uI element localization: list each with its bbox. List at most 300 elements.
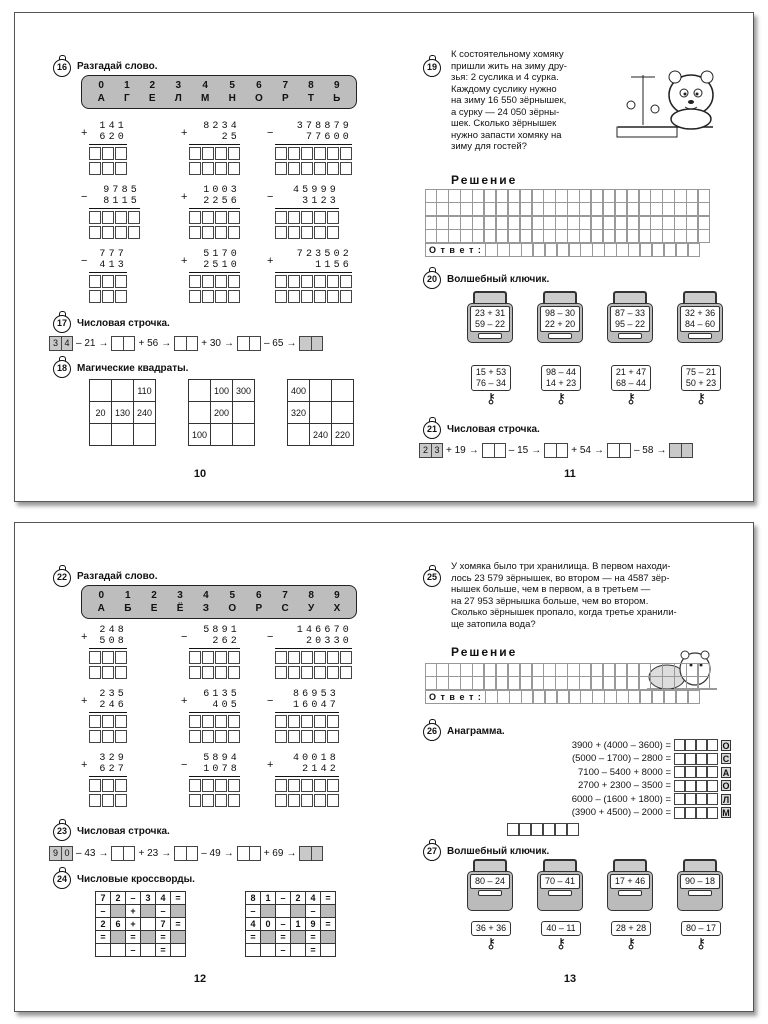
grid-cell[interactable] bbox=[616, 690, 628, 704]
crossword-cell[interactable] bbox=[171, 931, 186, 944]
grid-cell[interactable] bbox=[591, 216, 603, 230]
answer-cell[interactable] bbox=[228, 275, 240, 288]
answer-cells[interactable] bbox=[237, 846, 261, 861]
grid-cell[interactable] bbox=[674, 663, 686, 677]
grid-cell[interactable] bbox=[448, 676, 460, 690]
grid-cell[interactable] bbox=[579, 216, 591, 230]
answer-cell[interactable] bbox=[228, 779, 240, 792]
magic-cell[interactable] bbox=[233, 424, 255, 446]
answer-cell[interactable] bbox=[102, 651, 114, 664]
answer-cell[interactable] bbox=[189, 666, 201, 679]
answer-cell[interactable] bbox=[314, 666, 326, 679]
crossword-cell[interactable]: = bbox=[156, 944, 171, 957]
crossword-cell[interactable] bbox=[291, 944, 306, 957]
grid-cell[interactable] bbox=[591, 202, 603, 216]
crossword-cell[interactable] bbox=[276, 905, 291, 918]
grid-cell[interactable] bbox=[698, 229, 710, 243]
crossword-cell[interactable] bbox=[141, 918, 156, 931]
grid-cell[interactable] bbox=[615, 189, 627, 203]
answer-cells[interactable] bbox=[482, 443, 506, 458]
answer-cells[interactable] bbox=[174, 336, 198, 351]
answer-cell[interactable] bbox=[202, 211, 214, 224]
answer-cell[interactable] bbox=[228, 730, 240, 743]
crossword-cell[interactable]: = bbox=[246, 931, 261, 944]
grid-cell[interactable] bbox=[650, 676, 662, 690]
crossword-cell[interactable]: – bbox=[126, 892, 141, 905]
answer-cell[interactable] bbox=[102, 290, 114, 303]
grid-cell[interactable] bbox=[603, 189, 615, 203]
grid-cell[interactable] bbox=[569, 243, 581, 257]
answer-cell[interactable] bbox=[674, 753, 685, 765]
crossword-cell[interactable]: = bbox=[126, 931, 141, 944]
grid-cell[interactable] bbox=[580, 243, 592, 257]
grid-cell[interactable] bbox=[674, 216, 686, 230]
answer-cell[interactable] bbox=[314, 651, 326, 664]
grid-cell[interactable] bbox=[460, 663, 472, 677]
answer-cell[interactable] bbox=[288, 794, 300, 807]
grid-cell[interactable] bbox=[496, 216, 508, 230]
grid-cell[interactable] bbox=[674, 676, 686, 690]
grid-cell[interactable] bbox=[543, 202, 555, 216]
grid-cell[interactable] bbox=[555, 189, 567, 203]
grid-cell[interactable] bbox=[650, 189, 662, 203]
answer-cell[interactable] bbox=[327, 666, 339, 679]
grid-cell[interactable] bbox=[436, 229, 448, 243]
crossword-cell[interactable]: = bbox=[171, 892, 186, 905]
answer-cell[interactable] bbox=[89, 666, 101, 679]
answer-cell[interactable] bbox=[674, 766, 685, 778]
grid-cell[interactable] bbox=[460, 189, 472, 203]
grid-cell[interactable] bbox=[639, 663, 651, 677]
crossword-cell[interactable]: 0 bbox=[261, 918, 276, 931]
grid-cell[interactable] bbox=[472, 202, 484, 216]
grid-cell[interactable] bbox=[569, 690, 581, 704]
grid-cell[interactable] bbox=[567, 216, 579, 230]
grid-cell[interactable] bbox=[520, 202, 532, 216]
magic-cell[interactable]: 400 bbox=[288, 380, 310, 402]
key[interactable] bbox=[541, 921, 581, 950]
grid-cell[interactable] bbox=[650, 663, 662, 677]
magic-cell[interactable] bbox=[189, 380, 211, 402]
grid-cell[interactable] bbox=[592, 243, 604, 257]
grid-cell[interactable] bbox=[615, 202, 627, 216]
grid-cell[interactable] bbox=[508, 202, 520, 216]
grid-cell[interactable] bbox=[662, 202, 674, 216]
answer-cell[interactable] bbox=[228, 290, 240, 303]
crossword-cell[interactable] bbox=[261, 905, 276, 918]
answer-cell[interactable] bbox=[696, 793, 707, 805]
answer-cell[interactable] bbox=[189, 226, 201, 239]
grid-cell[interactable] bbox=[628, 243, 640, 257]
magic-cell[interactable] bbox=[233, 402, 255, 424]
answer-cell[interactable] bbox=[340, 290, 352, 303]
answer-cell[interactable] bbox=[215, 779, 227, 792]
grid-cell[interactable] bbox=[496, 676, 508, 690]
answer-cell[interactable] bbox=[89, 290, 101, 303]
crossword-cell[interactable]: 4 bbox=[306, 892, 321, 905]
answer-cell[interactable] bbox=[228, 666, 240, 679]
grid-cell[interactable] bbox=[557, 243, 569, 257]
grid-cell[interactable] bbox=[664, 690, 676, 704]
answer-cells[interactable] bbox=[674, 793, 718, 805]
grid-cell[interactable] bbox=[520, 229, 532, 243]
answer-cell[interactable] bbox=[696, 766, 707, 778]
answer-cell[interactable] bbox=[102, 666, 114, 679]
answer-cell[interactable] bbox=[275, 211, 287, 224]
answer-cell[interactable] bbox=[228, 794, 240, 807]
grid-cell[interactable] bbox=[436, 202, 448, 216]
anagram-answer-cell[interactable] bbox=[543, 823, 555, 836]
answer-cell[interactable] bbox=[102, 730, 114, 743]
grid-cell[interactable] bbox=[448, 189, 460, 203]
grid-cell[interactable] bbox=[520, 676, 532, 690]
answer-cell[interactable] bbox=[674, 739, 685, 751]
answer-cell[interactable] bbox=[340, 651, 352, 664]
answer-cell[interactable] bbox=[202, 779, 214, 792]
grid-cell[interactable] bbox=[509, 243, 521, 257]
grid-cell[interactable] bbox=[579, 189, 591, 203]
magic-cell[interactable]: 110 bbox=[134, 380, 156, 402]
grid-cell[interactable] bbox=[543, 663, 555, 677]
answer-cell[interactable] bbox=[102, 162, 114, 175]
crossword-cell[interactable] bbox=[321, 931, 336, 944]
answer-cell[interactable] bbox=[115, 275, 127, 288]
answer-cell[interactable] bbox=[327, 162, 339, 175]
crossword-cell[interactable] bbox=[261, 931, 276, 944]
magic-cell[interactable]: 220 bbox=[332, 424, 354, 446]
answer-cell[interactable] bbox=[215, 147, 227, 160]
answer-cell[interactable] bbox=[215, 730, 227, 743]
magic-cell[interactable]: 130 bbox=[112, 402, 134, 424]
grid-cell[interactable] bbox=[662, 676, 674, 690]
crossword-cell[interactable]: 6 bbox=[111, 918, 126, 931]
crossword-cell[interactable]: – bbox=[126, 944, 141, 957]
magic-cell[interactable] bbox=[332, 380, 354, 402]
grid-cell[interactable] bbox=[425, 229, 437, 243]
grid-cell[interactable] bbox=[555, 202, 567, 216]
answer-cell[interactable] bbox=[202, 226, 214, 239]
answer-cell[interactable] bbox=[327, 779, 339, 792]
crossword-cell[interactable]: 2 bbox=[291, 892, 306, 905]
grid-cell[interactable] bbox=[425, 189, 437, 203]
grid-cell[interactable] bbox=[448, 663, 460, 677]
key[interactable] bbox=[611, 921, 651, 950]
answer-cell[interactable] bbox=[102, 275, 114, 288]
answer-cell[interactable] bbox=[215, 715, 227, 728]
answer-cell[interactable] bbox=[275, 715, 287, 728]
grid-cell[interactable] bbox=[533, 690, 545, 704]
crossword-cell[interactable]: = bbox=[306, 931, 321, 944]
magic-cell[interactable]: 240 bbox=[134, 402, 156, 424]
crossword-cell[interactable]: = bbox=[306, 944, 321, 957]
answer-cell[interactable] bbox=[301, 290, 313, 303]
answer-cell[interactable] bbox=[89, 147, 101, 160]
answer-cell[interactable] bbox=[202, 666, 214, 679]
result-cells[interactable] bbox=[299, 336, 323, 351]
answer-cell[interactable] bbox=[202, 147, 214, 160]
anagram-answer-cell[interactable] bbox=[519, 823, 531, 836]
answer-cell[interactable] bbox=[189, 651, 201, 664]
grid-cell[interactable] bbox=[591, 676, 603, 690]
answer-cell[interactable] bbox=[314, 162, 326, 175]
answer-cell[interactable] bbox=[327, 226, 339, 239]
magic-cell[interactable] bbox=[112, 424, 134, 446]
crossword-cell[interactable] bbox=[171, 944, 186, 957]
answer-cells[interactable] bbox=[674, 766, 718, 778]
grid-cell[interactable] bbox=[484, 676, 496, 690]
answer-cell[interactable] bbox=[215, 666, 227, 679]
answer-cell[interactable] bbox=[89, 794, 101, 807]
anagram-answer-cell[interactable] bbox=[567, 823, 579, 836]
grid-cell[interactable] bbox=[662, 216, 674, 230]
grid-cell[interactable] bbox=[509, 690, 521, 704]
crossword-cell[interactable]: + bbox=[126, 918, 141, 931]
grid-cell[interactable] bbox=[543, 229, 555, 243]
magic-cell[interactable] bbox=[90, 424, 112, 446]
answer-cell[interactable] bbox=[189, 730, 201, 743]
grid-cell[interactable] bbox=[664, 243, 676, 257]
crossword-cell[interactable] bbox=[96, 944, 111, 957]
answer-cell[interactable] bbox=[202, 715, 214, 728]
answer-cell[interactable] bbox=[275, 779, 287, 792]
grid-cell[interactable] bbox=[674, 229, 686, 243]
grid-cell[interactable] bbox=[521, 243, 533, 257]
grid-cell[interactable] bbox=[557, 690, 569, 704]
answer-cell[interactable] bbox=[215, 226, 227, 239]
answer-cell[interactable] bbox=[89, 651, 101, 664]
grid-cell[interactable] bbox=[567, 229, 579, 243]
grid-cell[interactable] bbox=[603, 676, 615, 690]
answer-cell[interactable] bbox=[288, 779, 300, 792]
grid-cell[interactable] bbox=[639, 676, 651, 690]
grid-cell[interactable] bbox=[497, 690, 509, 704]
crossword-cell[interactable]: = bbox=[156, 931, 171, 944]
answer-cell[interactable] bbox=[189, 147, 201, 160]
answer-cell[interactable] bbox=[696, 753, 707, 765]
grid-cell[interactable] bbox=[555, 216, 567, 230]
answer-cell[interactable] bbox=[275, 730, 287, 743]
answer-cells[interactable] bbox=[544, 443, 568, 458]
answer-cells[interactable] bbox=[674, 739, 718, 751]
answer-cell[interactable] bbox=[674, 793, 685, 805]
grid-cell[interactable] bbox=[555, 676, 567, 690]
grid-cell[interactable] bbox=[532, 202, 544, 216]
answer-cell[interactable] bbox=[115, 147, 127, 160]
grid-cell[interactable] bbox=[676, 690, 688, 704]
grid-cell[interactable] bbox=[436, 676, 448, 690]
grid-cell[interactable] bbox=[639, 202, 651, 216]
answer-cell[interactable] bbox=[696, 780, 707, 792]
crossword-cell[interactable]: 2 bbox=[96, 918, 111, 931]
answer-cell[interactable] bbox=[128, 211, 140, 224]
crossword-cell[interactable] bbox=[261, 944, 276, 957]
crossword-cell[interactable] bbox=[141, 931, 156, 944]
answer-cell[interactable] bbox=[301, 794, 313, 807]
answer-cell[interactable] bbox=[275, 226, 287, 239]
grid-cell[interactable] bbox=[662, 189, 674, 203]
answer-cell[interactable] bbox=[228, 211, 240, 224]
crossword-cell[interactable] bbox=[111, 931, 126, 944]
grid-cell[interactable] bbox=[698, 189, 710, 203]
answer-cell[interactable] bbox=[696, 739, 707, 751]
grid-cell[interactable] bbox=[545, 690, 557, 704]
answer-cells[interactable] bbox=[111, 336, 135, 351]
answer-cell[interactable] bbox=[275, 651, 287, 664]
answer-cells[interactable] bbox=[237, 336, 261, 351]
grid-cell[interactable] bbox=[543, 189, 555, 203]
answer-cell[interactable] bbox=[275, 162, 287, 175]
answer-cell[interactable] bbox=[102, 779, 114, 792]
grid-cell[interactable] bbox=[579, 663, 591, 677]
crossword-cell[interactable] bbox=[141, 944, 156, 957]
crossword-cell[interactable] bbox=[246, 944, 261, 957]
answer-cell[interactable] bbox=[89, 779, 101, 792]
key[interactable] bbox=[611, 365, 651, 405]
grid-cell[interactable] bbox=[627, 216, 639, 230]
answer-cell[interactable] bbox=[228, 162, 240, 175]
answer-cell[interactable] bbox=[189, 290, 201, 303]
grid-cell[interactable] bbox=[555, 229, 567, 243]
answer-cell[interactable] bbox=[89, 730, 101, 743]
crossword-cell[interactable]: = bbox=[276, 931, 291, 944]
crossword-cell[interactable]: 1 bbox=[261, 892, 276, 905]
answer-cell[interactable] bbox=[314, 715, 326, 728]
crossword-cell[interactable]: 1 bbox=[291, 918, 306, 931]
grid-cell[interactable] bbox=[472, 676, 484, 690]
crossword-cell[interactable]: = bbox=[171, 918, 186, 931]
crossword-cell[interactable]: 9 bbox=[306, 918, 321, 931]
crossword-cell[interactable]: – bbox=[306, 905, 321, 918]
answer-cell[interactable] bbox=[288, 666, 300, 679]
magic-cell[interactable] bbox=[310, 380, 332, 402]
grid-cell[interactable] bbox=[436, 216, 448, 230]
grid-cell[interactable] bbox=[484, 202, 496, 216]
grid-cell[interactable] bbox=[496, 229, 508, 243]
answer-cell[interactable] bbox=[314, 730, 326, 743]
grid-cell[interactable] bbox=[508, 216, 520, 230]
answer-cell[interactable] bbox=[115, 794, 127, 807]
grid-cell[interactable] bbox=[496, 189, 508, 203]
grid-cell[interactable] bbox=[579, 676, 591, 690]
grid-cell[interactable] bbox=[484, 663, 496, 677]
answer-cell[interactable] bbox=[288, 211, 300, 224]
anagram-answer-cell[interactable] bbox=[531, 823, 543, 836]
grid-cell[interactable] bbox=[603, 663, 615, 677]
grid-cell[interactable] bbox=[603, 202, 615, 216]
answer-cell[interactable] bbox=[685, 807, 696, 819]
answer-cell[interactable] bbox=[327, 275, 339, 288]
grid-cell[interactable] bbox=[615, 676, 627, 690]
magic-cell[interactable] bbox=[189, 402, 211, 424]
grid-cell[interactable] bbox=[616, 243, 628, 257]
crossword-cell[interactable] bbox=[321, 905, 336, 918]
answer-cell[interactable] bbox=[327, 290, 339, 303]
key[interactable] bbox=[471, 365, 511, 405]
answer-cells[interactable] bbox=[674, 753, 718, 765]
grid-cell[interactable] bbox=[521, 690, 533, 704]
answer-cell[interactable] bbox=[327, 211, 339, 224]
grid-cell[interactable] bbox=[628, 690, 640, 704]
answer-cell[interactable] bbox=[707, 793, 718, 805]
grid-cell[interactable] bbox=[627, 189, 639, 203]
answer-cell[interactable] bbox=[301, 275, 313, 288]
grid-cell[interactable] bbox=[579, 229, 591, 243]
grid-cell[interactable] bbox=[698, 202, 710, 216]
crossword-cell[interactable] bbox=[141, 905, 156, 918]
answer-cell[interactable] bbox=[202, 290, 214, 303]
grid-cell[interactable] bbox=[686, 229, 698, 243]
answer-cell[interactable] bbox=[89, 211, 101, 224]
grid-cell[interactable] bbox=[448, 229, 460, 243]
grid-cell[interactable] bbox=[603, 229, 615, 243]
crossword-cell[interactable]: – bbox=[276, 918, 291, 931]
grid-cell[interactable] bbox=[674, 189, 686, 203]
grid-cell[interactable] bbox=[627, 229, 639, 243]
answer-cell[interactable] bbox=[202, 651, 214, 664]
answer-cell[interactable] bbox=[685, 753, 696, 765]
grid-cell[interactable] bbox=[543, 676, 555, 690]
grid-cell[interactable] bbox=[579, 202, 591, 216]
crossword-cell[interactable]: – bbox=[276, 944, 291, 957]
grid-cell[interactable] bbox=[686, 676, 698, 690]
grid-cell[interactable] bbox=[698, 216, 710, 230]
grid-cell[interactable] bbox=[543, 216, 555, 230]
grid-cell[interactable] bbox=[497, 243, 509, 257]
magic-cell[interactable]: 100 bbox=[189, 424, 211, 446]
answer-cell[interactable] bbox=[685, 766, 696, 778]
answer-cell[interactable] bbox=[215, 275, 227, 288]
grid-cell[interactable] bbox=[425, 663, 437, 677]
answer-cell[interactable] bbox=[314, 147, 326, 160]
answer-cell[interactable] bbox=[189, 275, 201, 288]
answer-cell[interactable] bbox=[202, 275, 214, 288]
answer-cell[interactable] bbox=[115, 162, 127, 175]
answer-cell[interactable] bbox=[314, 290, 326, 303]
crossword-cell[interactable]: 8 bbox=[246, 892, 261, 905]
grid-cell[interactable] bbox=[532, 676, 544, 690]
answer-cell[interactable] bbox=[288, 715, 300, 728]
answer-cell[interactable] bbox=[128, 226, 140, 239]
answer-cell[interactable] bbox=[215, 290, 227, 303]
answer-cell[interactable] bbox=[340, 275, 352, 288]
answer-cell[interactable] bbox=[707, 780, 718, 792]
crossword-cell[interactable]: = bbox=[321, 892, 336, 905]
crossword-cell[interactable]: 2 bbox=[111, 892, 126, 905]
grid-cell[interactable] bbox=[674, 202, 686, 216]
grid-cell[interactable] bbox=[640, 243, 652, 257]
grid-cell[interactable] bbox=[662, 229, 674, 243]
grid-cell[interactable] bbox=[533, 243, 545, 257]
grid-cell[interactable] bbox=[686, 663, 698, 677]
grid-cell[interactable] bbox=[472, 229, 484, 243]
answer-cell[interactable] bbox=[685, 780, 696, 792]
magic-cell[interactable] bbox=[332, 402, 354, 424]
answer-cell[interactable] bbox=[327, 651, 339, 664]
grid-cell[interactable] bbox=[603, 216, 615, 230]
answer-cell[interactable] bbox=[89, 226, 101, 239]
grid-cell[interactable] bbox=[520, 663, 532, 677]
crossword-cell[interactable] bbox=[291, 931, 306, 944]
answer-cell[interactable] bbox=[301, 211, 313, 224]
answer-cell[interactable] bbox=[115, 730, 127, 743]
grid-cell[interactable] bbox=[591, 229, 603, 243]
answer-cell[interactable] bbox=[202, 162, 214, 175]
grid-cell[interactable] bbox=[604, 690, 616, 704]
grid-cell[interactable] bbox=[615, 229, 627, 243]
grid-cell[interactable] bbox=[580, 690, 592, 704]
result-cells[interactable] bbox=[669, 443, 693, 458]
answer-cell[interactable] bbox=[189, 779, 201, 792]
